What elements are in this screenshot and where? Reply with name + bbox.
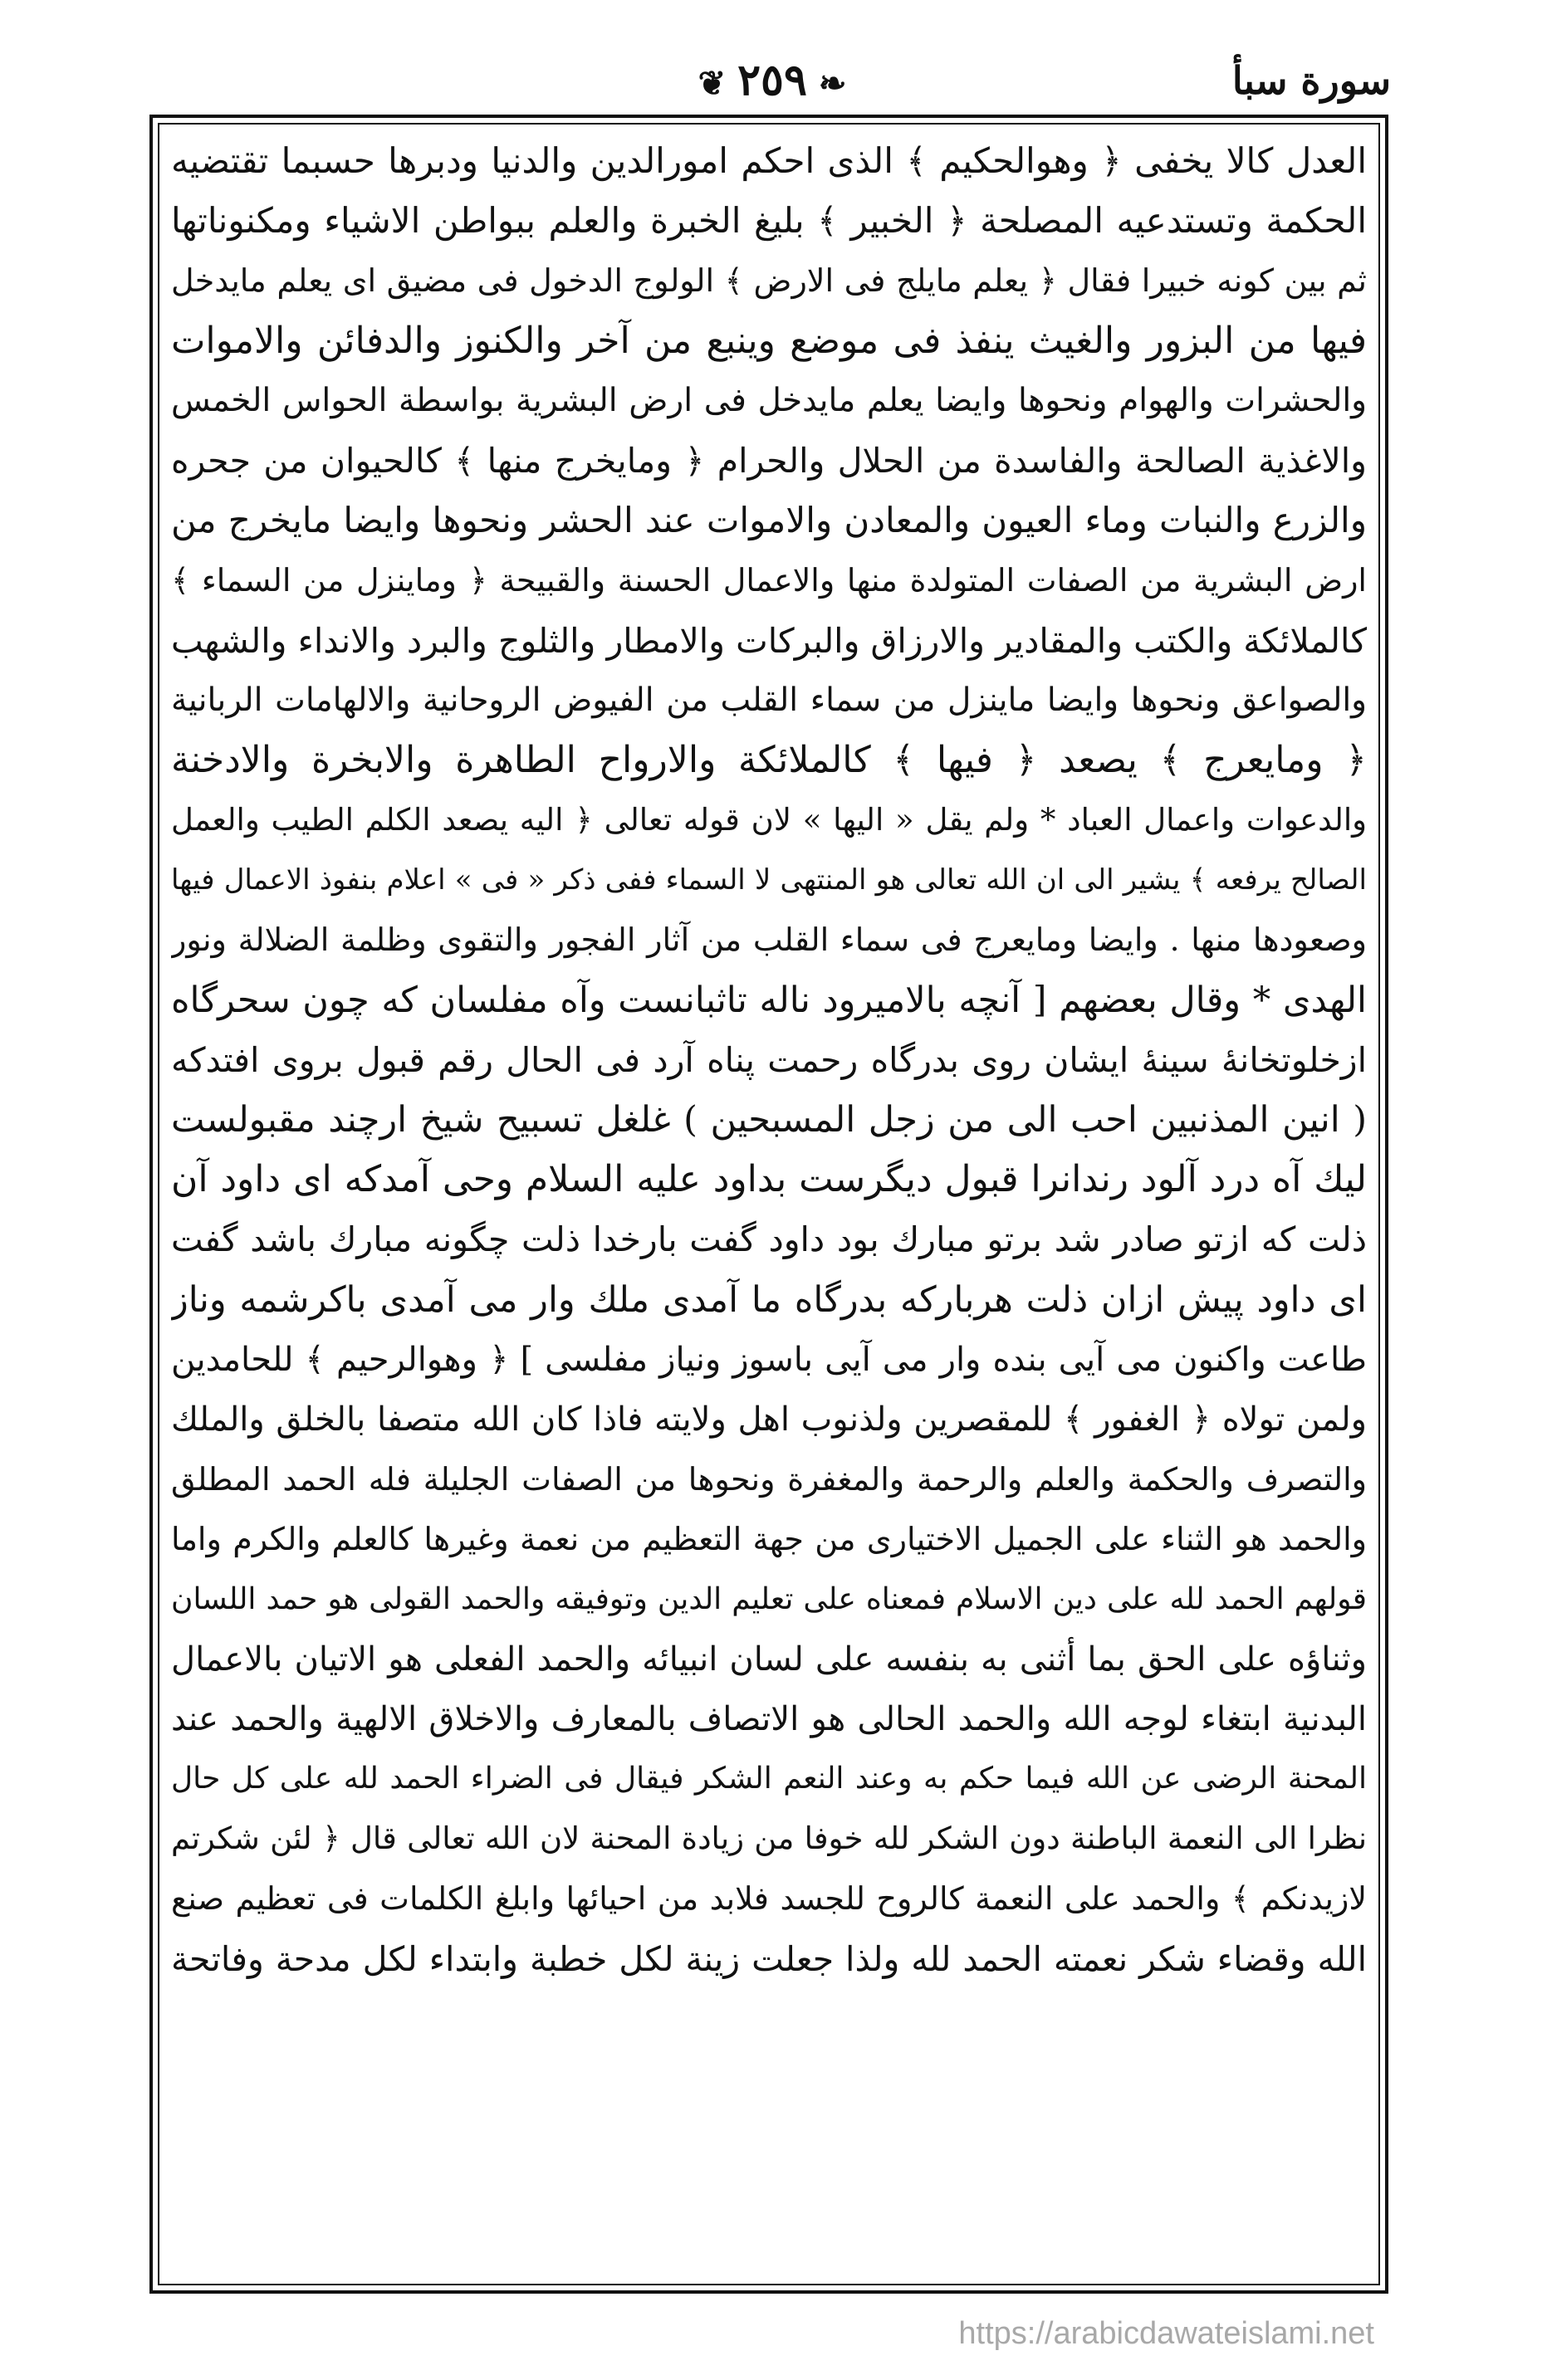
text-line: فيها من البزور والغيث ينفذ فى موضع وينبع من آخر والكنوز والدفائن والاموات [171, 319, 1367, 362]
text-line: ارض البشرية من الصفات المتولدة منها والاعمال الحسنة والقبيحة ﴿ وماينزل من السماء ﴾ [171, 562, 1367, 599]
page-number-value: ٢٥٩ [737, 55, 807, 105]
text-line: كالملائكة والكتب والمقادير والارزاق والبركات والامطار والثلوج والبرد والانداء والشهب [171, 620, 1367, 661]
text-line: ولمن تولاه ﴿ الغفور ﴾ للمقصرين ولذنوب اهل ولايته فاذا كان الله متصفا بالخلق والملك [171, 1400, 1367, 1439]
left-ornament-icon: ❧ [818, 64, 847, 103]
text-line: البدنية ابتغاء لوجه الله والحمد الحالى هو الاتصاف بالمعارف والاخلاق الالهية والحمد عند [171, 1699, 1367, 1738]
text-line: ﴿ ومايعرج ﴾ يصعد ﴿ فيها ﴾ كالملائكة والارواح الطاهرة والابخرة والادخنة [171, 738, 1367, 781]
right-ornament-icon: ❦ [698, 64, 727, 103]
text-line: ليك آه درد آلود رندانرا قبول ديگرست بداود عليه السلام وحى آمدكه اى داود آن [171, 1158, 1367, 1201]
watermark: https://arabicdawateislami.net [958, 2316, 1374, 2351]
text-line: نظرا الى النعمة الباطنة دون الشكر لله خوفا من زيادة المحنة لان الله تعالى قال ﴿ لئن شكرتم [171, 1820, 1367, 1857]
text-line: ( انين المذنبين احب الى من زجل المسبحين ) غلغل تسبيح شيخ ارچند مقبولست [171, 1099, 1367, 1141]
surah-name: سورة سبأ [1231, 58, 1391, 103]
text-line: الله وقضاء شكر نعمته الحمد لله ولذا جعلت زينة لكل خطبة وابتداء لكل مدحة وفاتحة [171, 1938, 1367, 1979]
text-line: والزرع والنبات وماء العيون والمعادن والاموات عند الحشر ونحوها وايضا مايخرج من [171, 500, 1367, 541]
text-line: قولهم الحمد لله على دين الاسلام فمعناه على تعليم الدين وتوفيقه والحمد القولى هو حمد اللسان [171, 1581, 1367, 1616]
text-line: ذلت كه ازتو صادر شد برتو مبارك بود داود گفت بارخدا ذلت چگونه مبارك باشد گفت [171, 1219, 1367, 1260]
text-line: لازيدنكم ﴾ والحمد على النعمة كالروح للجسد فلابد من احيائها وابلغ الكلمات فى تعظيم صنع [171, 1880, 1367, 1918]
page-header [154, 51, 1391, 110]
text-line: والدعوات واعمال العباد * ولم يقل « اليها » لان قوله تعالى ﴿ اليه يصعد الكلم الطيب والعمل [171, 802, 1367, 838]
text-line: وثناؤه على الحق بما أثنى به بنفسه على لسان انبيائه والحمد الفعلى هو الاتيان بالاعمال [171, 1640, 1367, 1679]
text-line: الصالح يرفعه ﴾ يشير الى ان الله تعالى هو المنتهى لا السماء ففى ذكر « فى » اعلام بنفوذ الاعمال فيها [171, 863, 1367, 897]
text-line: والصواعق ونحوها وايضا ماينزل من سماء القلب من الفيوض الروحانية والالهامات الربانية [171, 681, 1367, 719]
text-line: طاعت واكنون مى آيى بنده وار مى آيى باسوز ونياز مفلسى ] ﴿ وهوالرحيم ﴾ للحامدين [171, 1340, 1367, 1379]
text-line: الهدى * وقال بعضهم [ آنچه بالاميرود ناله تاثبانست وآه مفلسان كه چون سحرگاه [171, 979, 1367, 1021]
text-line: المحنة الرضى عن الله فيما حكم به وعند النعم الشكر فيقال فى الضراء الحمد لله على كل حال [171, 1762, 1367, 1796]
text-line: ازخلوتخانهٔ سينهٔ ايشان روى بدرگاه رحمت پناه آرد فى الحال رقم قبول بروى افتدكه [171, 1039, 1367, 1080]
text-line: ثم بين كونه خبيرا فقال ﴿ يعلم مايلج فى الارض ﴾ الولوج الدخول فى مضيق اى يعلم مايدخل [171, 262, 1367, 300]
body-text [171, 131, 1367, 2281]
text-line: وصعودها منها . وايضا ومايعرج فى سماء القلب من آثار الفجور والتقوى وظلمة الضلالة ونور [171, 921, 1367, 959]
text-line: والاغذية الصالحة والفاسدة من الحلال والحرام ﴿ ومايخرج منها ﴾ كالحيوان من جحره [171, 440, 1367, 481]
page-number [687, 55, 859, 105]
text-line: والحمد هو الثناء على الجميل الاختيارى من جهة التعظيم من نعمة وغيرها كالعلم والكرم واما [171, 1521, 1367, 1558]
text-line: العدل كالا يخفى ﴿ وهوالحكيم ﴾ الذى احكم امورالدين والدنيا ودبرها حسبما تقتضيه [171, 140, 1367, 181]
text-line: والتصرف والحكمة والعلم والرحمة والمغفرة ونحوها من الصفات الجليلة فله الحمد المطلق [171, 1461, 1367, 1498]
text-line: الحكمة وتستدعيه المصلحة ﴿ الخبير ﴾ بليغ الخبرة والعلم ببواطن الاشياء ومكنوناتها [171, 200, 1367, 242]
text-line: اى داود پيش ازان ذلت هربارکه بدرگاه ما آمدى ملك وار مى آمدى باكرشمه وناز [171, 1278, 1367, 1321]
text-line: والحشرات والهوام ونحوها وايضا يعلم مايدخل فى ارض البشرية بواسطة الحواس الخمس [171, 381, 1367, 419]
